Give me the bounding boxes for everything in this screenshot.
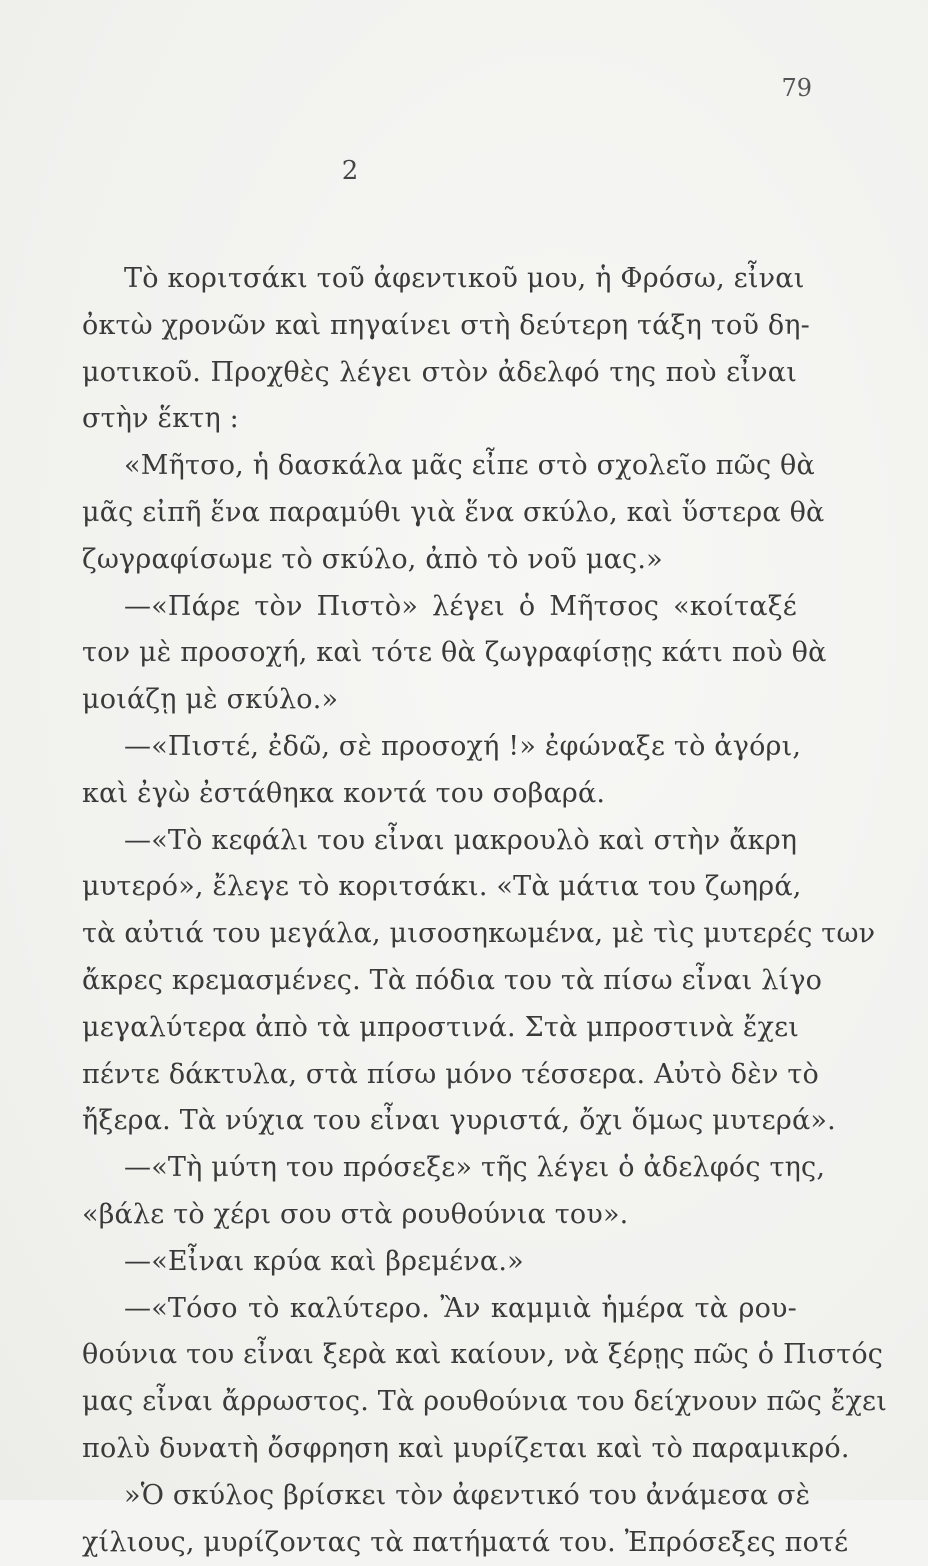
text-line: —«Τόσο τὸ καλύτερο. Ἂν καμμιὰ ἡμέρα τὰ ρου-	[124, 1292, 797, 1324]
text-line: —«Τὴ μύτη του πρόσεξε» τῆς λέγει ὁ ἀδελφός της,	[124, 1152, 826, 1184]
text-line: —«Πάρε τὸν Πιστὸ» λέγει ὁ Μῆτσος «κοίταξέ	[124, 590, 797, 622]
text-line: μεγαλύτερα ἀπὸ τὰ μπροστινά. Στὰ μπροστινὰ ἔχει	[82, 1011, 800, 1043]
text-line: μᾶς εἰπῆ ἕνα παραμύθι γιὰ ἕνα σκύλο, καὶ ὕστερα θὰ	[82, 496, 825, 528]
text-line: —«Εἶναι κρύα καὶ βρεμένα.»	[124, 1245, 524, 1277]
text-line: «βάλε τὸ χέρι σου στὰ ρουθούνια του».	[82, 1198, 629, 1230]
text-line: »Ὁ σκύλος βρίσκει τὸν ἀφεντικό του ἀνάμεσα σὲ	[124, 1479, 811, 1511]
text-line: Τὸ κοριτσάκι τοῦ ἀφεντικοῦ μου, ἡ Φρόσω, εἶναι	[124, 263, 805, 294]
text-line: ζωγραφίσωμε τὸ σκύλο, ἀπὸ τὸ νοῦ μας.»	[82, 543, 663, 575]
text-line: μοτικοῦ. Προχθὲς λέγει στὸν ἀδελφό της ποὺ εἶναι	[82, 356, 797, 388]
text-line: μυτερό», ἔλεγε τὸ κοριτσάκι. «Τὰ μάτια του ζωηρά,	[82, 871, 802, 903]
page-number: 79	[781, 74, 812, 102]
text-line: —«Τὸ κεφάλι του εἶναι μακρουλὸ καὶ στὴν ἄκρη	[124, 824, 798, 856]
section-number: 2	[341, 156, 359, 186]
text-line: —«Πιστέ, ἐδῶ, σὲ προσοχή !» ἐφώναξε τὸ ἀγόρι,	[124, 730, 802, 762]
text-line: στὴν ἕκτη :	[82, 403, 239, 435]
text-line: τὰ αὐτιά του μεγάλα, μισοσηκωμένα, μὲ τὶς μυτερές των	[82, 918, 876, 950]
text-line: τον μὲ προσοχή, καὶ τότε θὰ ζωγραφίσῃς κάτι ποὺ θὰ	[82, 637, 827, 669]
text-line: θούνια του εἶναι ξερὰ καὶ καίουν, νὰ ξέρῃς πῶς ὁ Πιστός	[82, 1339, 884, 1371]
text-line: μας εἶναι ἄρρωστος. Τὰ ρουθούνια του δείχνουν πῶς ἔχει	[82, 1386, 888, 1418]
text-line: ἄκρες κρεμασμένες. Τὰ πόδια του τὰ πίσω εἶναι λίγο	[82, 964, 823, 996]
text-line: ἤξερα. Τὰ νύχια του εἶναι γυριστά, ὄχι ὅμως μυτερά».	[82, 1105, 836, 1137]
text-line: «Μῆτσο, ἡ δασκάλα μᾶς εἶπε στὸ σχολεῖο πῶς θὰ	[124, 450, 815, 482]
text-line: πολὺ δυνατὴ ὄσφρηση καὶ μυρίζεται καὶ τὸ παραμικρό.	[82, 1432, 850, 1464]
text-line: μοιάζῃ μὲ σκύλο.»	[82, 684, 339, 716]
text-line: καὶ ἐγὼ ἐστάθηκα κοντά του σοβαρά.	[82, 777, 606, 809]
text-line: πέντε δάκτυλα, στὰ πίσω μόνο τέσσερα. Αὐτὸ δὲν τὸ	[82, 1058, 819, 1090]
body-text	[82, 256, 888, 1566]
text-line: ὀκτὼ χρονῶν καὶ πηγαίνει στὴ δεύτερη τάξη τοῦ δη-	[82, 309, 810, 341]
text-line: χίλιους, μυρίζοντας τὰ πατήματά του. Ἐπρόσεξες ποτέ	[82, 1526, 849, 1558]
